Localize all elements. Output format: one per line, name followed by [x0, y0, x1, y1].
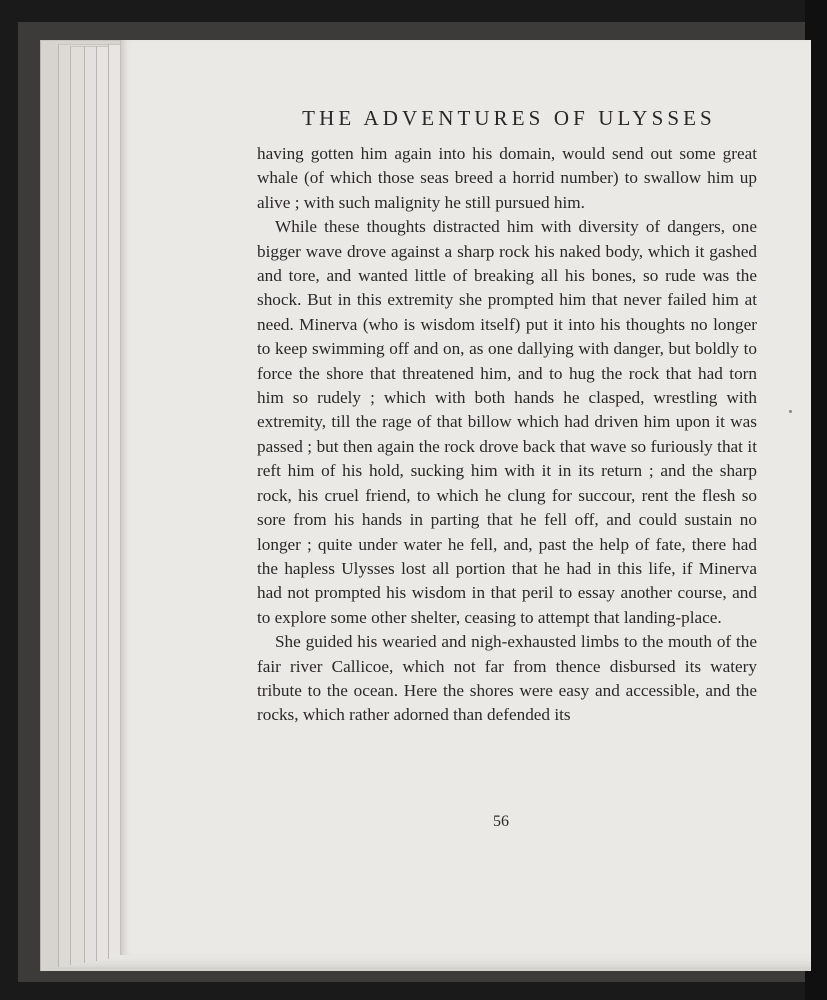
paragraph: having gotten him again into his domain, would send out some great whale (of which those seas breed a horrid number) to swallow him up alive ; with such malignity he still pursued him. — [257, 144, 757, 212]
paragraph: While these thoughts distracted him with diversity of dangers, one bigger wave drove against a sharp rock his naked body, which it gashed and tore, and wanted little of breaking all his bones, so rude was the shock. But in this extremity she prompted him that never failed him at need. Minerva (who is wisdom itself) put it into his thoughts no longer to keep swimming off and on, as one dallying with danger, but boldly to force the shore that threatened him, and to hug the rock that had torn him so rudely ; which with both hands he clasped, wrestling with extremity, till the rage of that billow which had driven him upon it was passed ; but then again the rock drove back that wave so furiously that it reft him of his hold, sucking him with it in its return ; and the sharp rock, his cruel friend, to which he clung for succour, rent the flesh so sore from his hands in parting that he fell off, and could sustain no longer ; quite under water he fell, and, past the help of fate, there had the hapless Ulysses lost all portion that he had in this life, if Minerva had not prompted his wisdom in that peril to essay another course, and to explore some other shelter, ceasing to attempt that landing-place. — [257, 217, 757, 627]
paper-speck — [789, 410, 792, 413]
paragraph: She guided his wearied and nigh-exhausted limbs to the mouth of the fair river Callicoe, which not far from thence disbursed its watery tribute to the ocean. Here the shores were easy and accessible, and the rocks, which rather adorned than defended its — [257, 632, 757, 725]
book-page — [120, 40, 811, 955]
running-head: THE ADVENTURES OF ULYSSES — [302, 106, 716, 130]
body-text — [257, 142, 757, 728]
page-number: 56 — [493, 813, 509, 830]
